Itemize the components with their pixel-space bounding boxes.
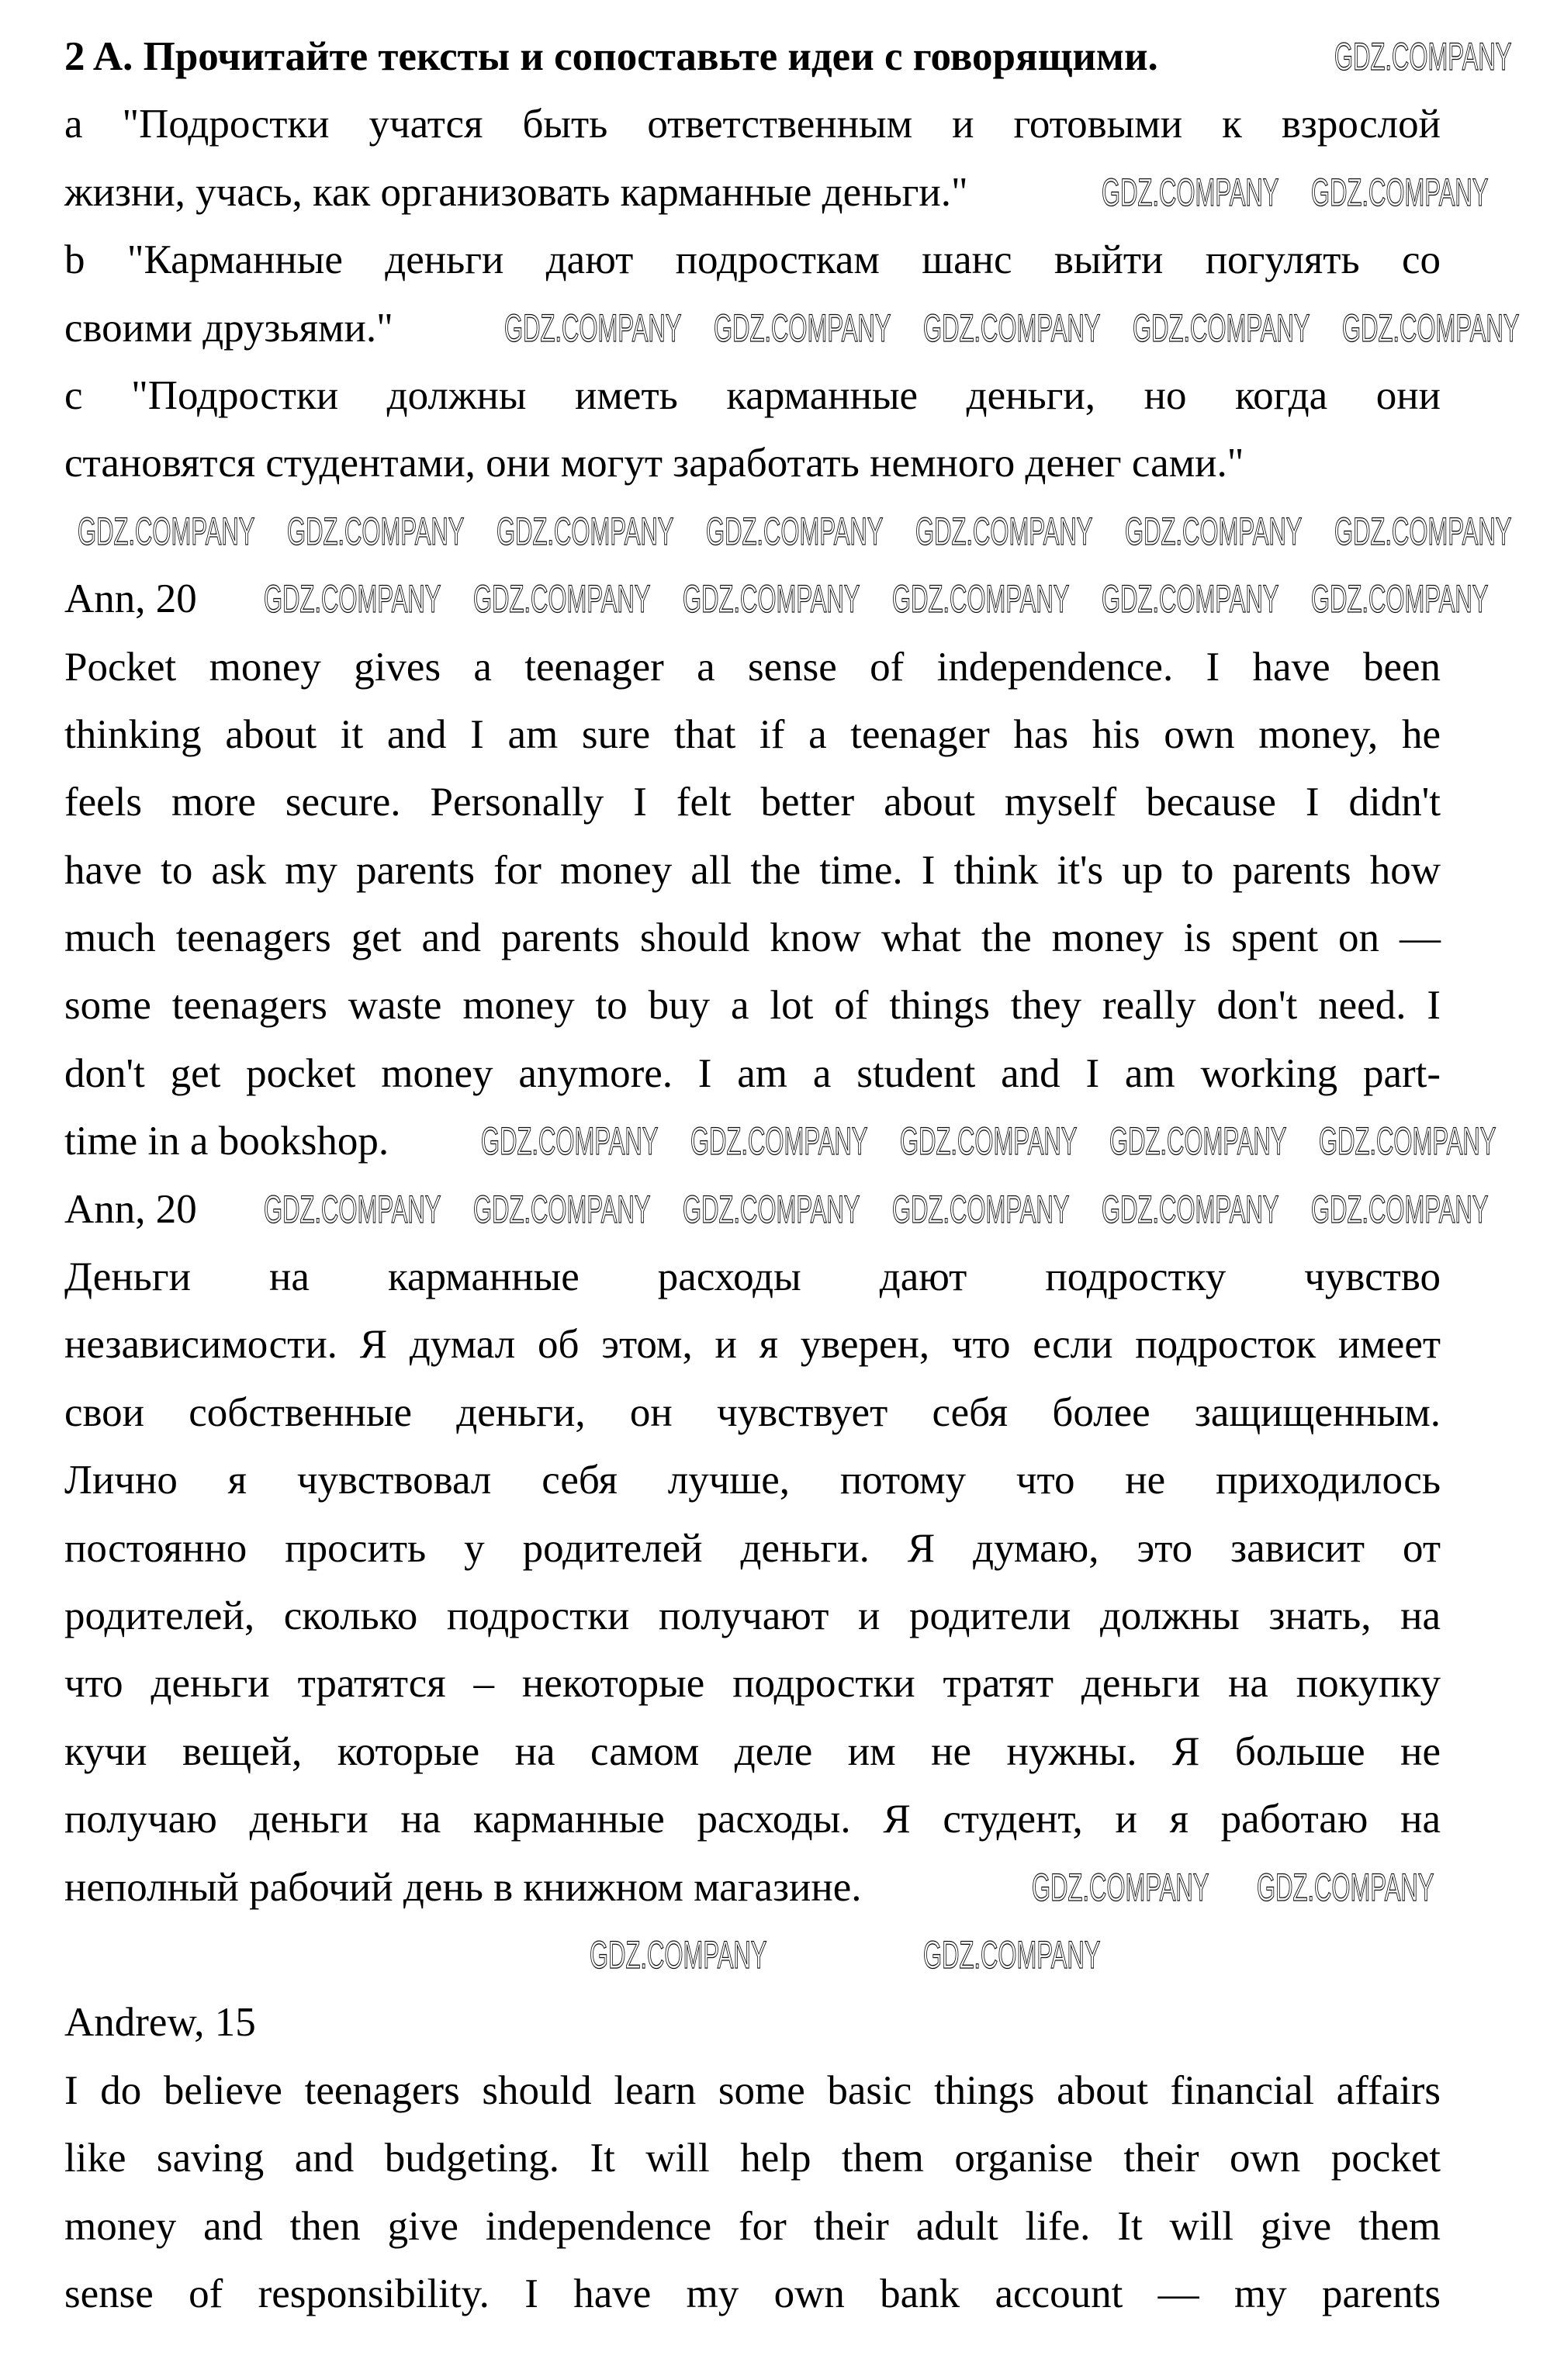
text-line: независимости. Я думал об этом, и я уверен, что если подросток имеет	[64, 1322, 1441, 1368]
speaker-name: Andrew, 15	[64, 2000, 256, 2046]
speaker-name: Ann, 20	[64, 576, 197, 622]
watermark: GDZ.COMPANY	[690, 1119, 868, 1163]
watermark: GDZ.COMPANY	[1102, 1188, 1279, 1231]
watermark: GDZ.COMPANY	[1102, 171, 1279, 214]
watermark: GDZ.COMPANY	[1319, 1119, 1496, 1163]
idea-b-line-2: своими друзьями."	[64, 305, 393, 351]
text-line: что деньги тратятся – некоторые подростки тратят деньги на покупку	[64, 1661, 1441, 1707]
watermark: GDZ.COMPANY	[915, 510, 1093, 553]
idea-c-line-1: c "Подростки должны иметь карманные деньги, но когда они	[64, 372, 1441, 418]
watermark: GDZ.COMPANY	[1032, 1866, 1209, 1909]
text-line: thinking about it and I am sure that if a teenager has his own money, he	[64, 711, 1441, 757]
idea-a-line-1: a "Подростки учатся быть ответственным и готовыми к взрослой	[64, 102, 1441, 147]
spacer	[64, 498, 1441, 566]
watermark: GDZ.COMPANY	[900, 1119, 1078, 1163]
watermark: GDZ.COMPANY	[706, 510, 884, 553]
idea-c-line-2: становятся студентами, они могут заработать немного денег сами."	[64, 441, 1244, 486]
text-line: money and then give independence for their adult life. It will give them	[64, 2203, 1441, 2249]
text-line: time in a bookshop.	[64, 1119, 389, 1164]
watermark: GDZ.COMPANY	[714, 306, 891, 350]
watermark: GDZ.COMPANY	[1257, 1866, 1434, 1909]
watermark: GDZ.COMPANY	[1311, 171, 1489, 214]
watermark: GDZ.COMPANY	[923, 306, 1101, 350]
speaker-name: Ann, 20	[64, 1186, 197, 1232]
watermark: GDZ.COMPANY	[264, 1188, 441, 1231]
watermark: GDZ.COMPANY	[1125, 510, 1303, 553]
text-line: неполный рабочий день в книжном магазине.	[64, 1864, 862, 1910]
text-line: I do believe teenagers should learn some basic things about financial affairs	[64, 2067, 1441, 2113]
text-line: кучи вещей, которые на самом деле им не нужны. Я больше не	[64, 1728, 1441, 1774]
text-line: some teenagers waste money to buy a lot of things they really don't need. I	[64, 983, 1441, 1029]
watermark: GDZ.COMPANY	[590, 1933, 767, 1977]
text-line: Деньги на карманные расходы дают подростку чувство	[64, 1254, 1441, 1300]
watermark: GDZ.COMPANY	[1109, 1119, 1287, 1163]
watermark: GDZ.COMPANY	[1342, 306, 1520, 350]
watermark: GDZ.COMPANY	[1102, 577, 1279, 621]
watermark: GDZ.COMPANY	[481, 1119, 659, 1163]
watermark: GDZ.COMPANY	[892, 1188, 1070, 1231]
text-line: постоянно просить у родителей деньги. Я думаю, это зависит от	[64, 1525, 1441, 1571]
watermark: GDZ.COMPANY	[1133, 306, 1310, 350]
watermark: GDZ.COMPANY	[892, 577, 1070, 621]
watermark: GDZ.COMPANY	[1311, 1188, 1489, 1231]
idea-b-line-1: b "Карманные деньги дают подросткам шанс выйти погулять со	[64, 237, 1441, 283]
text-line: like saving and budgeting. It will help them organise their own pocket	[64, 2136, 1441, 2181]
text-line: feels more secure. Personally I felt better about myself because I didn't	[64, 780, 1441, 825]
text-line: Pocket money gives a teenager a sense of independence. I have been	[64, 644, 1441, 690]
watermark: GDZ.COMPANY	[1311, 577, 1489, 621]
text-line: much teenagers get and parents should know what the money is spent on —	[64, 915, 1441, 961]
watermark: GDZ.COMPANY	[1334, 35, 1512, 78]
watermark: GDZ.COMPANY	[473, 1188, 651, 1231]
idea-a-line-2: жизни, учась, как организовать карманные деньги."	[64, 169, 968, 215]
spacer	[64, 1922, 1441, 1989]
watermark: GDZ.COMPANY	[497, 510, 674, 553]
text-line: свои собственные деньги, он чувствует себя более защищенным.	[64, 1389, 1441, 1435]
watermark: GDZ.COMPANY	[473, 577, 651, 621]
watermark: GDZ.COMPANY	[683, 1188, 860, 1231]
text-line: sense of responsibility. I have my own bank account — my parents	[64, 2271, 1441, 2316]
text-line: don't get pocket money anymore. I am a student and I am working part-	[64, 1050, 1441, 1096]
document-page	[64, 23, 1441, 2328]
text-line: Лично я чувствовал себя лучше, потому что не приходилось	[64, 1458, 1441, 1503]
watermark: GDZ.COMPANY	[504, 306, 682, 350]
text-line: have to ask my parents for money all the time. I think it's up to parents how	[64, 847, 1441, 893]
watermark: GDZ.COMPANY	[78, 510, 255, 553]
watermark: GDZ.COMPANY	[683, 577, 860, 621]
watermark: GDZ.COMPANY	[1334, 510, 1512, 553]
watermark: GDZ.COMPANY	[264, 577, 441, 621]
watermark: GDZ.COMPANY	[287, 510, 465, 553]
exercise-title: 2 A. Прочитайте тексты и сопоставьте идеи с говорящими.	[64, 34, 1158, 79]
text-line: родителей, сколько подростки получают и родители должны знать, на	[64, 1593, 1441, 1638]
text-line: получаю деньги на карманные расходы. Я студент, и я работаю на	[64, 1797, 1441, 1842]
watermark: GDZ.COMPANY	[923, 1933, 1101, 1977]
